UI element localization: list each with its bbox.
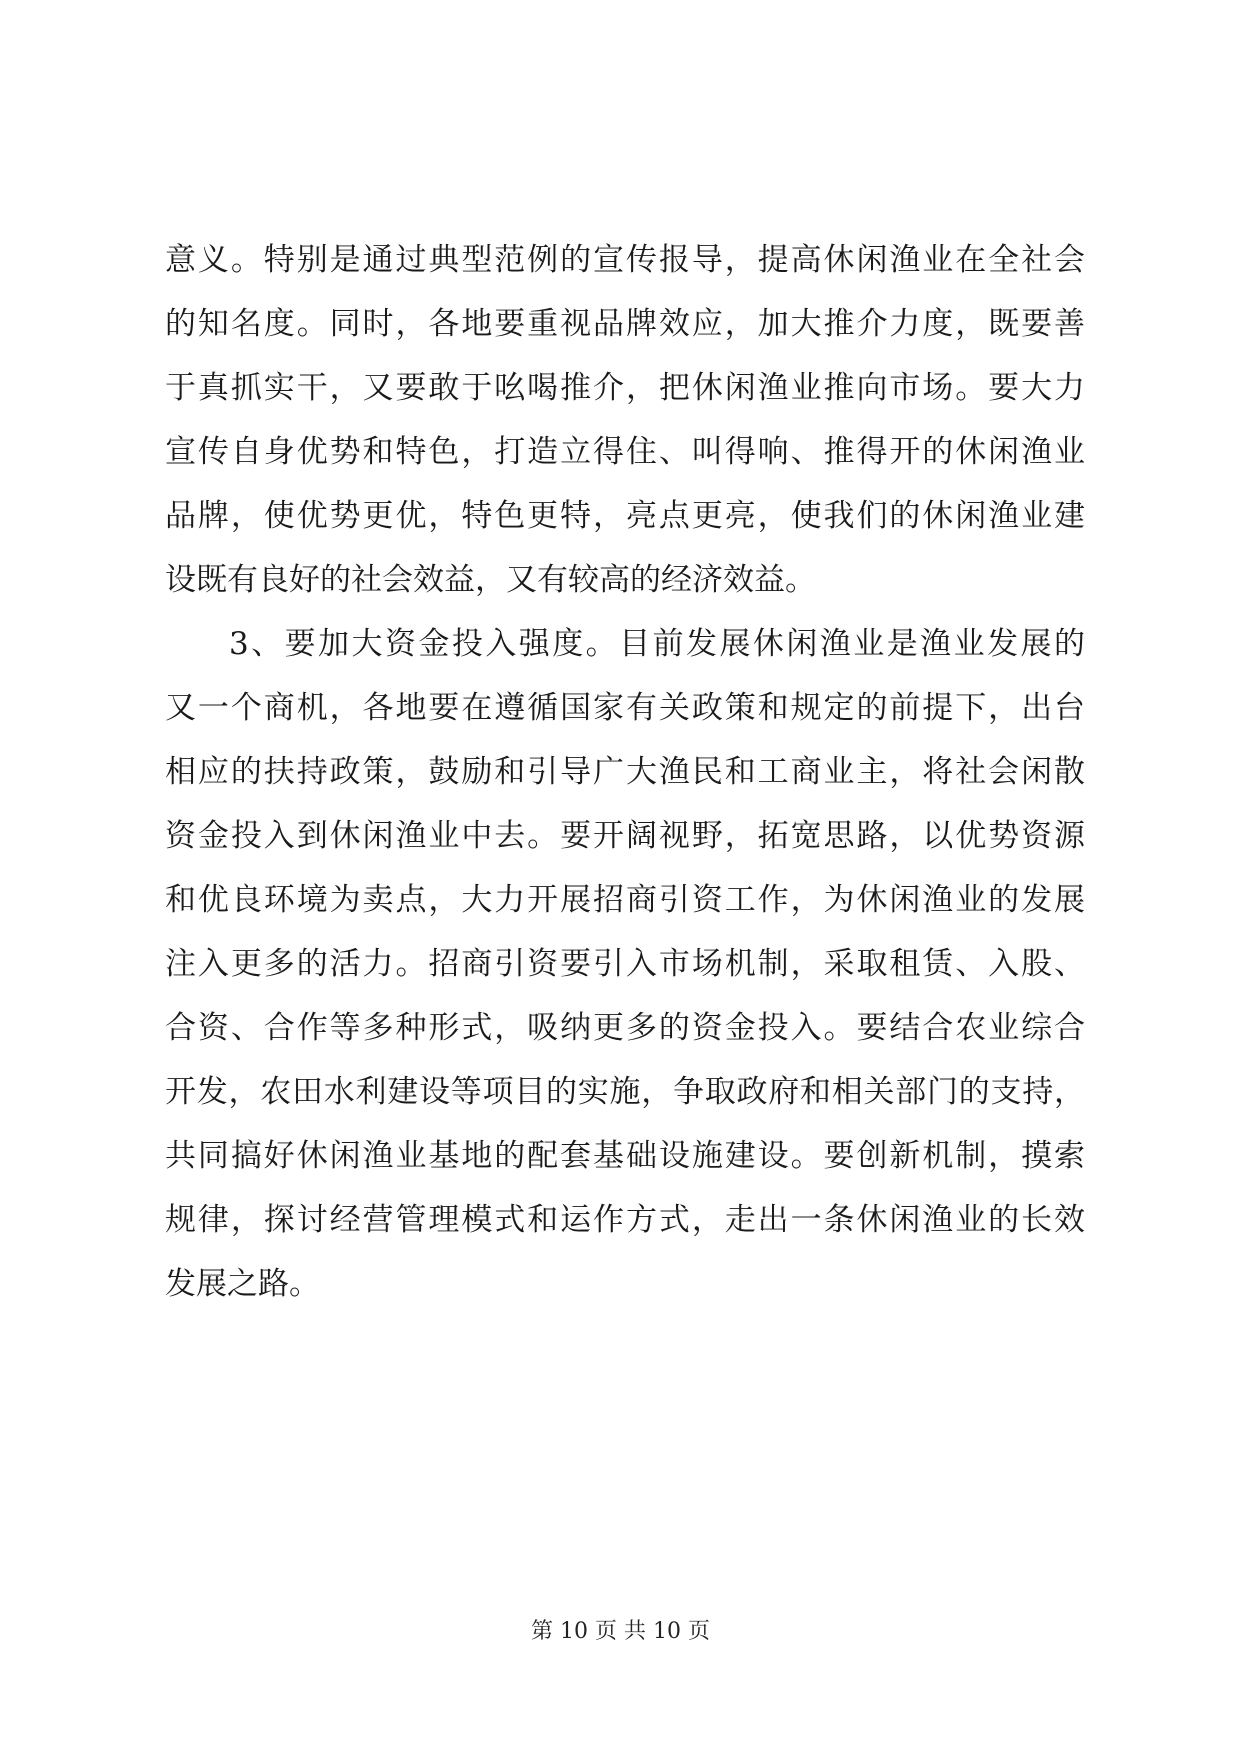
text-line: 相应的扶持政策，鼓励和引导广大渔民和工商业主，将社会闲散: [165, 754, 1085, 790]
text-line: 的知名度。同时，各地要重视品牌效应，加大推介力度，既要善: [165, 306, 1085, 342]
text-line: 共同搞好休闲渔业基地的配套基础设施建设。要创新机制，摸索: [165, 1138, 1085, 1174]
text-line: 设既有良好的社会效益，又有较高的经济效益。: [165, 562, 816, 598]
text-line: 合资、合作等多种形式，吸纳更多的资金投入。要结合农业综合: [165, 1010, 1085, 1046]
text-line: 于真抓实干，又要敢于吆喝推介，把休闲渔业推向市场。要大力: [165, 370, 1085, 406]
text-line: 宣传自身优势和特色，打造立得住、叫得响、推得开的休闲渔业: [165, 434, 1085, 470]
text-line: 资金投入到休闲渔业中去。要开阔视野，拓宽思路，以优势资源: [165, 818, 1085, 854]
text-line: 3、要加大资金投入强度。目前发展休闲渔业是渔业发展的: [229, 626, 1085, 662]
text-line: 发展之路。: [165, 1266, 320, 1302]
text-line: 品牌，使优势更优，特色更特，亮点更亮，使我们的休闲渔业建: [165, 498, 1085, 534]
text-line: 又一个商机，各地要在遵循国家有关政策和规定的前提下，出台: [165, 690, 1085, 726]
text-line: 开发，农田水利建设等项目的实施，争取政府和相关部门的支持，: [165, 1074, 1085, 1110]
text-line: 和优良环境为卖点，大力开展招商引资工作，为休闲渔业的发展: [165, 882, 1085, 918]
document-body: [165, 228, 1085, 1316]
text-line: 注入更多的活力。招商引资要引入市场机制，采取租赁、入股、: [165, 946, 1085, 982]
text-line: 规律，探讨经营管理模式和运作方式，走出一条休闲渔业的长效: [165, 1202, 1085, 1238]
page-number-footer: 第 10 页 共 10 页: [531, 1619, 710, 1644]
text-line: 意义。特别是通过典型范例的宣传报导，提高休闲渔业在全社会: [165, 242, 1085, 278]
